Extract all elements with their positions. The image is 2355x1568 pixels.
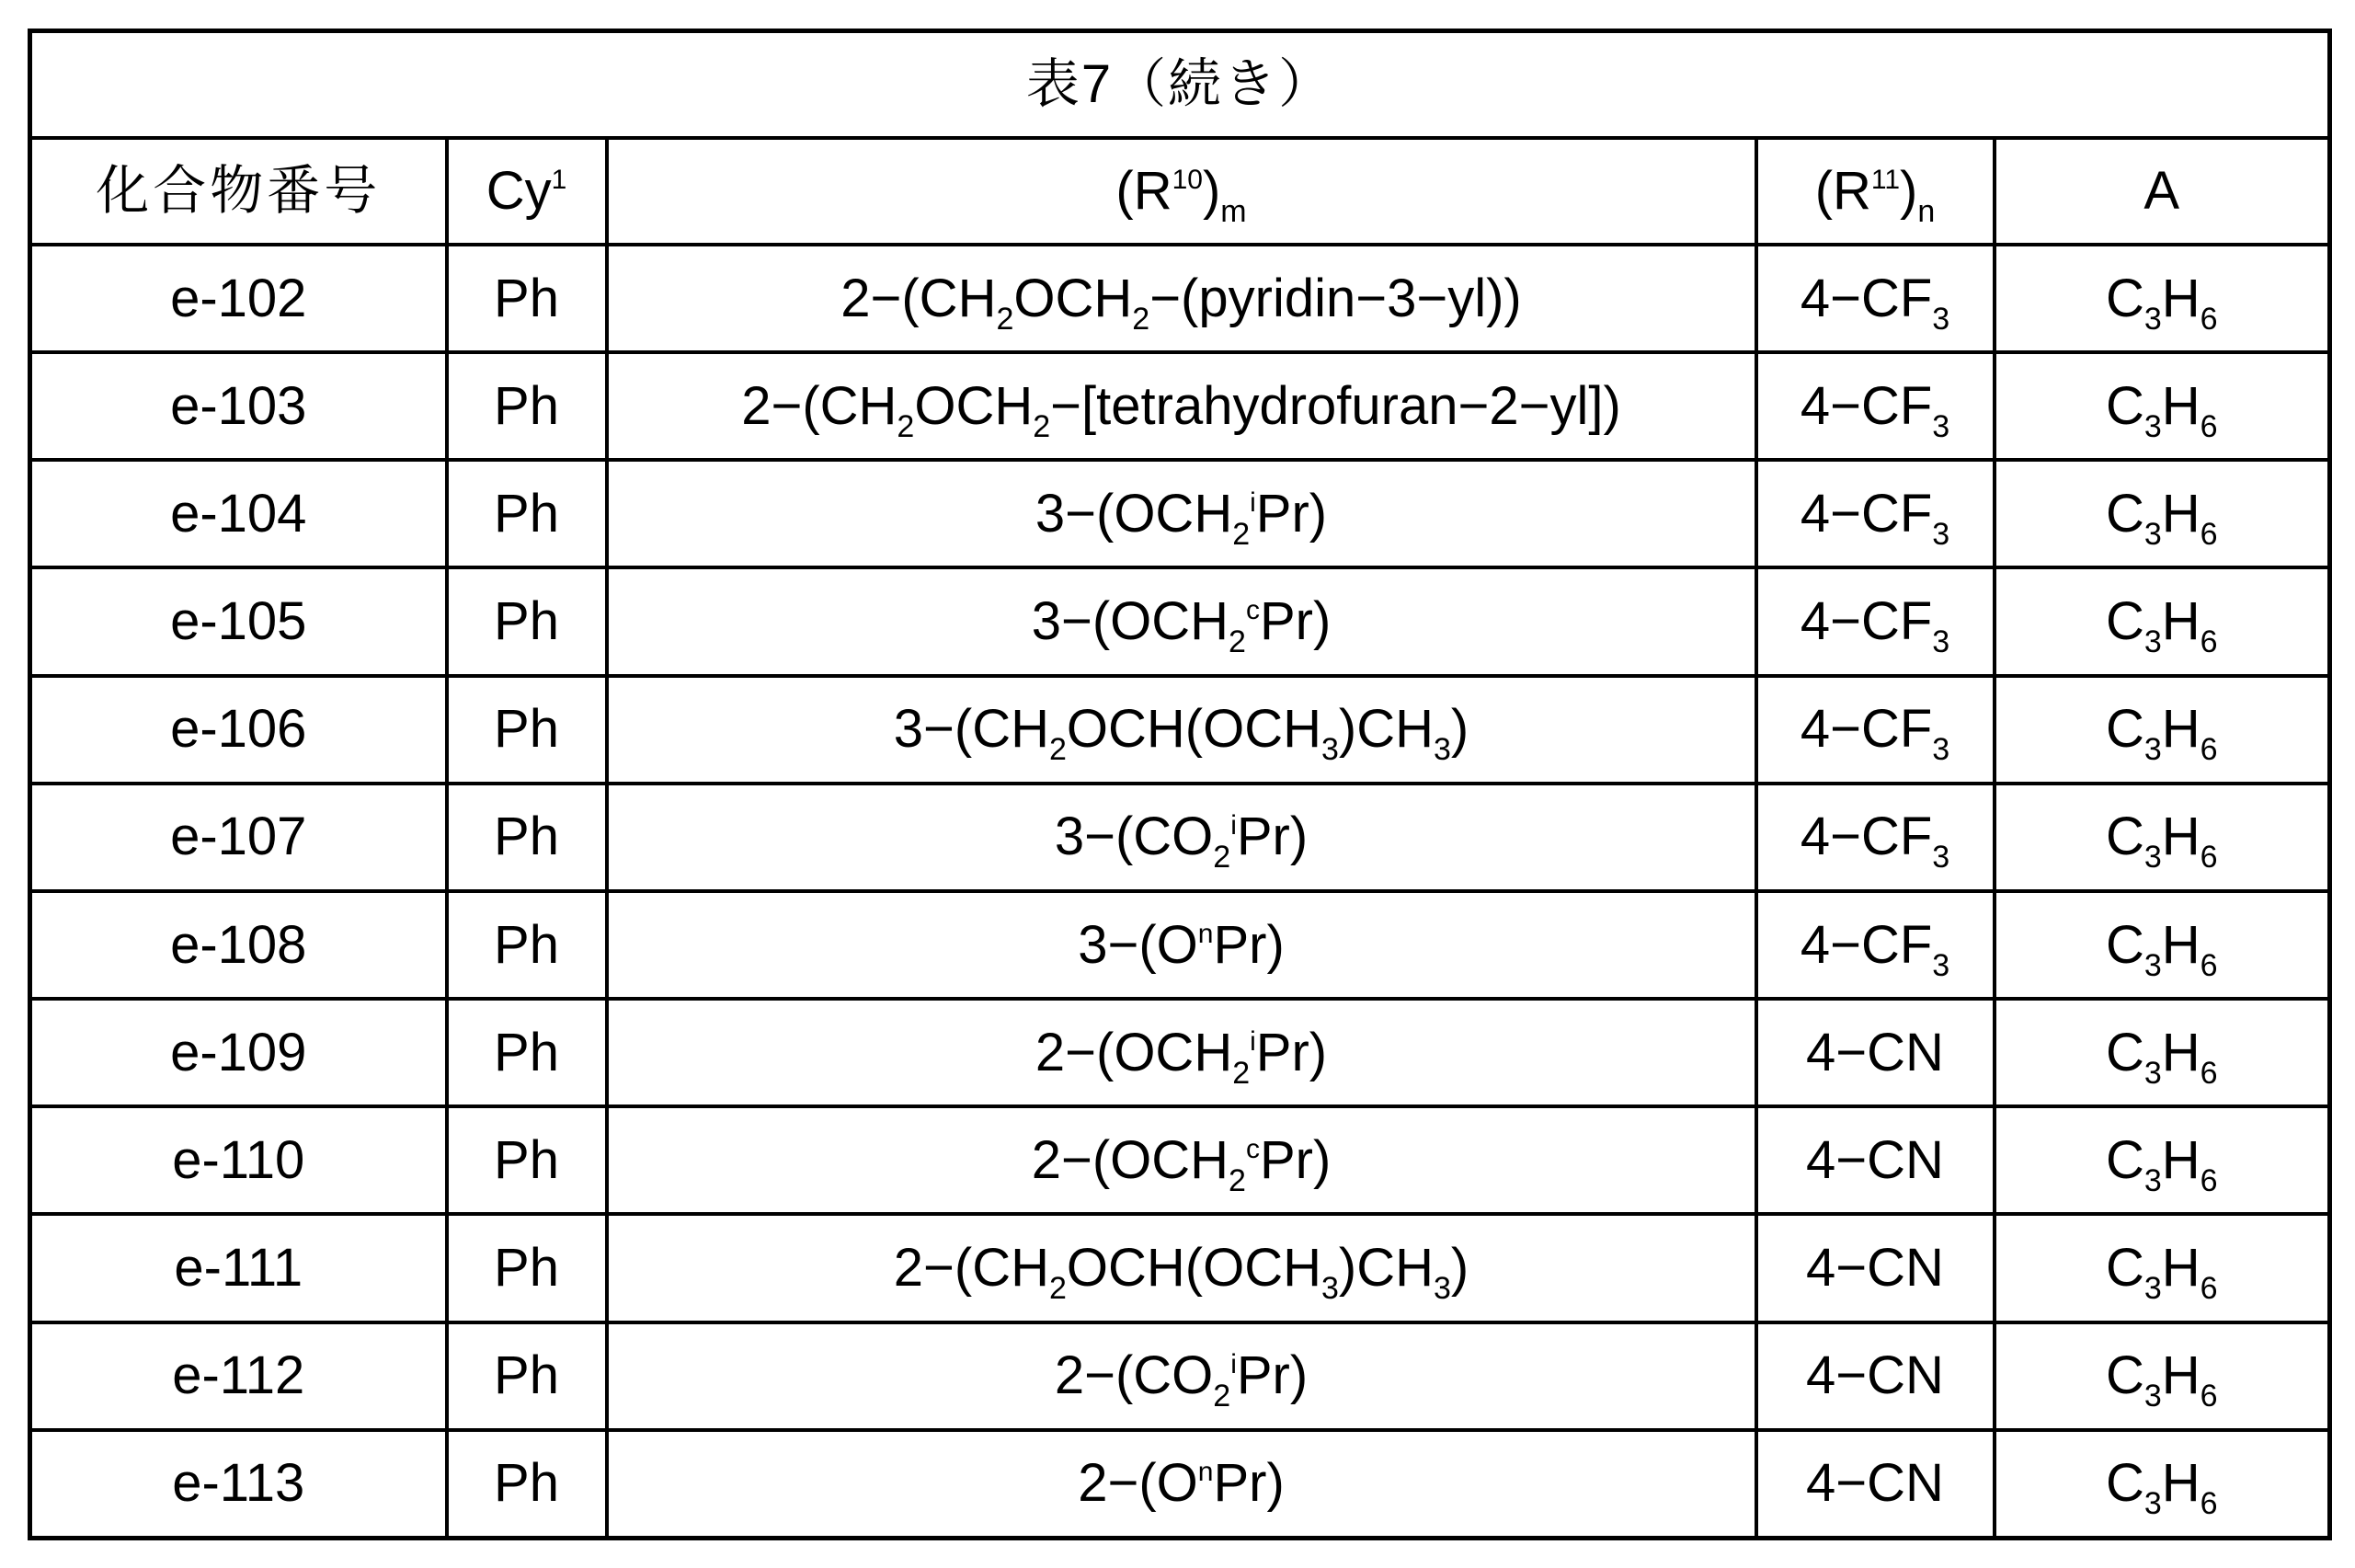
text-run: 3−(O xyxy=(1078,914,1198,975)
text-run: 4−CN xyxy=(1806,1022,1944,1082)
subscript: 3 xyxy=(1932,732,1950,768)
text-run: )CH xyxy=(1338,699,1434,760)
cell-a xyxy=(1995,460,2330,567)
subscript: 6 xyxy=(2200,840,2218,876)
cell-a xyxy=(1995,1214,2330,1322)
text-run: 4−CF xyxy=(1800,483,1933,544)
subscript: 6 xyxy=(2200,516,2218,552)
cell-cy1: Ph xyxy=(447,1214,607,1322)
subscript: 3 xyxy=(2144,1379,2162,1414)
cell-cy1: Ph xyxy=(447,999,607,1106)
table-row xyxy=(30,352,2330,460)
cell-r10m xyxy=(607,1430,1756,1539)
cell-a xyxy=(1995,567,2330,675)
subscript: 3 xyxy=(2144,1055,2162,1091)
text-run: Pr) xyxy=(1236,807,1309,867)
subscript: 6 xyxy=(2200,1486,2218,1522)
cell-cy1: Ph xyxy=(447,1322,607,1430)
cell-compound-no: e-104 xyxy=(30,460,447,567)
text-run: Pr) xyxy=(1259,591,1332,652)
cell-a xyxy=(1995,784,2330,891)
text-run: H xyxy=(2161,375,2201,436)
cell-r11n xyxy=(1756,676,1995,784)
subscript: 6 xyxy=(2200,1162,2218,1198)
subscript: 3 xyxy=(2144,516,2162,552)
text-run: C xyxy=(2105,1129,2144,1190)
subscript: 6 xyxy=(2200,732,2218,768)
text-run: H xyxy=(2161,699,2201,760)
subscript: 3 xyxy=(2144,408,2162,444)
text-run: C xyxy=(2105,1345,2144,1406)
text-run: 4−CF xyxy=(1800,807,1933,867)
text-run: OCH xyxy=(914,375,1034,436)
table-title: 表7（続き） xyxy=(30,31,2330,139)
table-row xyxy=(30,1106,2330,1214)
text-run: Pr) xyxy=(1259,1129,1332,1190)
header-compound-no: 化合物番号 xyxy=(30,138,447,245)
subscript: 3 xyxy=(2144,1486,2162,1522)
text-run: 3−(OCH xyxy=(1035,483,1233,544)
table-row xyxy=(30,1430,2330,1539)
subscript: 3 xyxy=(1932,408,1950,444)
superscript: c xyxy=(1245,1133,1260,1164)
cell-cy1: Ph xyxy=(447,352,607,460)
subscript: 3 xyxy=(2144,840,2162,876)
cell-r10m xyxy=(607,1322,1756,1430)
table-row xyxy=(30,460,2330,567)
text-run: H xyxy=(2161,1129,2201,1190)
superscript: i xyxy=(1250,486,1256,518)
header-row xyxy=(30,138,2330,245)
subscript: 6 xyxy=(2200,301,2218,337)
superscript: i xyxy=(1230,1349,1237,1380)
text-run: OCH(OCH xyxy=(1066,699,1321,760)
text-run: C xyxy=(2105,807,2144,867)
cell-r10m xyxy=(607,1214,1756,1322)
text-run: H xyxy=(2161,1022,2201,1082)
cell-compound-no: e-111 xyxy=(30,1214,447,1322)
cell-compound-no: e-102 xyxy=(30,245,447,352)
subscript: 3 xyxy=(1434,732,1451,768)
text-run: C xyxy=(2105,699,2144,760)
text-run: 4−CF xyxy=(1800,591,1933,652)
table-row xyxy=(30,245,2330,352)
text-run: 4−CN xyxy=(1806,1345,1944,1406)
cell-r11n xyxy=(1756,1106,1995,1214)
cell-r10m xyxy=(607,999,1756,1106)
text-run: H xyxy=(2161,591,2201,652)
cell-r11n xyxy=(1756,999,1995,1106)
cell-cy1: Ph xyxy=(447,784,607,891)
cell-r10m xyxy=(607,676,1756,784)
compound-table xyxy=(28,29,2332,1540)
header-r11-mid: ) xyxy=(1900,161,1918,221)
subscript: 2 xyxy=(996,301,1014,337)
text-run: H xyxy=(2161,1453,2201,1514)
text-run: C xyxy=(2105,914,2144,975)
table-row xyxy=(30,1214,2330,1322)
cell-a xyxy=(1995,999,2330,1106)
text-run: H xyxy=(2161,268,2201,328)
text-run: H xyxy=(2161,1237,2201,1298)
text-run: 2−(CH xyxy=(741,375,897,436)
header-r10-sup: 10 xyxy=(1172,165,1203,195)
subscript: 2 xyxy=(1232,1055,1251,1091)
cell-compound-no: e-112 xyxy=(30,1322,447,1430)
cell-compound-no: e-109 xyxy=(30,999,447,1106)
table-row xyxy=(30,999,2330,1106)
cell-r10m xyxy=(607,460,1756,567)
subscript: 3 xyxy=(1932,947,1950,983)
text-run: Pr) xyxy=(1236,1345,1309,1406)
header-r11-pre: (R xyxy=(1814,161,1871,221)
text-run: 2−(CO xyxy=(1054,1345,1214,1406)
subscript: 3 xyxy=(1320,732,1339,768)
text-run: H xyxy=(2161,807,2201,867)
subscript: 3 xyxy=(1320,1270,1339,1306)
text-run: 4−CN xyxy=(1806,1453,1944,1514)
text-run: 3−(CH xyxy=(893,699,1049,760)
subscript: 3 xyxy=(2144,1270,2162,1306)
cell-a xyxy=(1995,676,2330,784)
cell-compound-no: e-103 xyxy=(30,352,447,460)
subscript: 3 xyxy=(1932,516,1950,552)
table-row xyxy=(30,784,2330,891)
superscript: n xyxy=(1197,918,1214,949)
text-run: 2−(CH xyxy=(840,268,997,328)
subscript: 3 xyxy=(1932,624,1950,660)
cell-r11n xyxy=(1756,1430,1995,1539)
header-r11-sub: n xyxy=(1917,194,1936,229)
text-run: H xyxy=(2161,483,2201,544)
cell-r10m xyxy=(607,1106,1756,1214)
subscript: 2 xyxy=(1213,840,1231,876)
table-row xyxy=(30,567,2330,675)
text-run: 2−(CH xyxy=(893,1237,1049,1298)
text-run: OCH(OCH xyxy=(1066,1237,1321,1298)
text-run: −[tetrahydrofuran−2−yl]) xyxy=(1050,375,1621,436)
text-run: C xyxy=(2105,1022,2144,1082)
cell-compound-no: e-106 xyxy=(30,676,447,784)
subscript: 2 xyxy=(1048,732,1067,768)
cell-compound-no: e-108 xyxy=(30,891,447,999)
text-run: 4−CF xyxy=(1800,375,1933,436)
header-r10-mid: ) xyxy=(1202,161,1221,221)
header-r11n xyxy=(1756,138,1995,245)
text-run: C xyxy=(2105,268,2144,328)
text-run: 4−CF xyxy=(1800,268,1933,328)
subscript: 2 xyxy=(1132,301,1150,337)
cell-r11n xyxy=(1756,460,1995,567)
text-run: Pr) xyxy=(1213,914,1285,975)
cell-r10m xyxy=(607,567,1756,675)
text-run: C xyxy=(2105,375,2144,436)
table-row xyxy=(30,676,2330,784)
subscript: 3 xyxy=(2144,947,2162,983)
cell-compound-no: e-107 xyxy=(30,784,447,891)
cell-a xyxy=(1995,1106,2330,1214)
cell-compound-no: e-105 xyxy=(30,567,447,675)
cell-cy1: Ph xyxy=(447,676,607,784)
cell-cy1: Ph xyxy=(447,567,607,675)
subscript: 3 xyxy=(2144,732,2162,768)
cell-cy1: Ph xyxy=(447,460,607,567)
subscript: 2 xyxy=(1229,624,1246,660)
text-run: 3−(OCH xyxy=(1031,591,1229,652)
cell-a xyxy=(1995,1322,2330,1430)
cell-r10m xyxy=(607,891,1756,999)
subscript: 6 xyxy=(2200,1270,2218,1306)
text-run: )CH xyxy=(1338,1237,1434,1298)
header-r10-sub: m xyxy=(1220,194,1247,229)
cell-a xyxy=(1995,891,2330,999)
subscript: 6 xyxy=(2200,408,2218,444)
table-row xyxy=(30,1322,2330,1430)
subscript: 2 xyxy=(1232,516,1251,552)
header-r11-sup: 11 xyxy=(1870,165,1901,195)
header-cy1-base: Cy xyxy=(486,161,552,221)
header-a: A xyxy=(1995,138,2330,245)
text-run: 2−(OCH xyxy=(1035,1022,1233,1082)
cell-r10m xyxy=(607,245,1756,352)
subscript: 2 xyxy=(1033,408,1051,444)
cell-compound-no: e-110 xyxy=(30,1106,447,1214)
text-run: ) xyxy=(1450,1237,1469,1298)
header-cy1 xyxy=(447,138,607,245)
text-run: Pr) xyxy=(1255,1022,1328,1082)
text-run: ) xyxy=(1450,699,1469,760)
text-run: C xyxy=(2105,1453,2144,1514)
text-run: 3−(CO xyxy=(1054,807,1214,867)
superscript: i xyxy=(1250,1025,1256,1057)
cell-r11n xyxy=(1756,1214,1995,1322)
subscript: 3 xyxy=(2144,624,2162,660)
text-run: Pr) xyxy=(1213,1453,1285,1514)
cell-r10m xyxy=(607,352,1756,460)
text-run: H xyxy=(2161,1345,2201,1406)
text-run: 4−CF xyxy=(1800,914,1933,975)
cell-compound-no: e-113 xyxy=(30,1430,447,1539)
cell-cy1: Ph xyxy=(447,1430,607,1539)
text-run: 4−CF xyxy=(1800,699,1933,760)
subscript: 6 xyxy=(2200,1379,2218,1414)
text-run: Pr) xyxy=(1255,483,1328,544)
subscript: 6 xyxy=(2200,1055,2218,1091)
superscript: i xyxy=(1230,810,1237,841)
cell-r10m xyxy=(607,784,1756,891)
subscript: 3 xyxy=(1932,301,1950,337)
subscript: 2 xyxy=(1213,1379,1231,1414)
cell-r11n xyxy=(1756,891,1995,999)
subscript: 2 xyxy=(897,408,915,444)
text-run: OCH xyxy=(1013,268,1133,328)
cell-r11n xyxy=(1756,1322,1995,1430)
text-run: 2−(OCH xyxy=(1031,1129,1229,1190)
superscript: c xyxy=(1245,595,1260,626)
text-run: C xyxy=(2105,1237,2144,1298)
subscript: 3 xyxy=(2144,1162,2162,1198)
header-r10m xyxy=(607,138,1756,245)
cell-cy1: Ph xyxy=(447,891,607,999)
subscript: 3 xyxy=(2144,301,2162,337)
subscript: 3 xyxy=(1932,840,1950,876)
text-run: 2−(O xyxy=(1078,1453,1198,1514)
text-run: −(pyridin−3−yl)) xyxy=(1149,268,1522,328)
cell-r11n xyxy=(1756,784,1995,891)
text-run: C xyxy=(2105,483,2144,544)
header-cy1-sup: 1 xyxy=(551,165,567,195)
cell-a xyxy=(1995,245,2330,352)
text-run: 4−CN xyxy=(1806,1129,1944,1190)
superscript: n xyxy=(1197,1457,1214,1488)
cell-cy1: Ph xyxy=(447,245,607,352)
cell-a xyxy=(1995,1430,2330,1539)
text-run: C xyxy=(2105,591,2144,652)
subscript: 6 xyxy=(2200,947,2218,983)
subscript: 2 xyxy=(1048,1270,1067,1306)
cell-r11n xyxy=(1756,245,1995,352)
cell-a xyxy=(1995,352,2330,460)
table-body xyxy=(30,245,2330,1539)
table-row xyxy=(30,891,2330,999)
subscript: 3 xyxy=(1434,1270,1451,1306)
cell-r11n xyxy=(1756,567,1995,675)
subscript: 2 xyxy=(1229,1162,1246,1198)
text-run: H xyxy=(2161,914,2201,975)
header-r10-pre: (R xyxy=(1115,161,1172,221)
cell-r11n xyxy=(1756,352,1995,460)
text-run: 4−CN xyxy=(1806,1237,1944,1298)
cell-cy1: Ph xyxy=(447,1106,607,1214)
subscript: 6 xyxy=(2200,624,2218,660)
